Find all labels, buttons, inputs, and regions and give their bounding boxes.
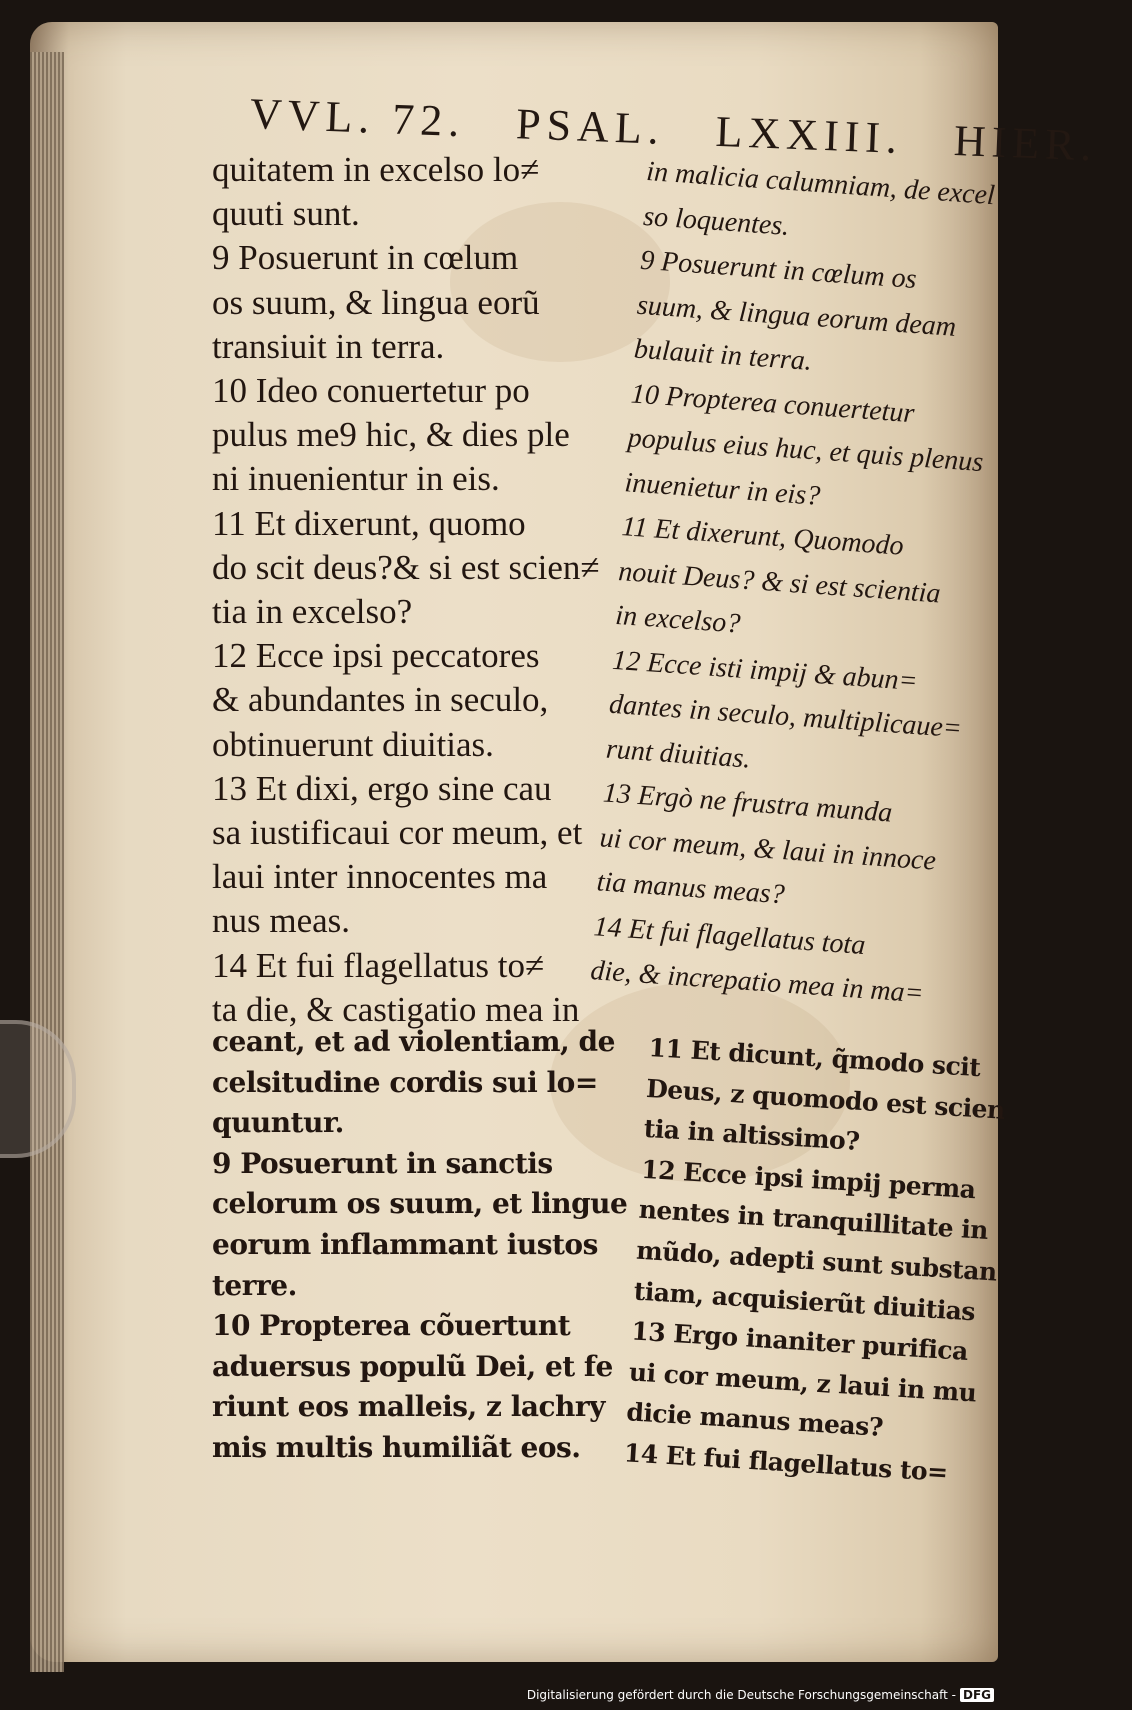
text-line: nouit Deus? & si est scientia — [617, 555, 942, 609]
text-line: 12 Ecce ipsi impij perma — [640, 1154, 977, 1204]
text-line: 12 Ecce isti impij & abun= — [611, 644, 919, 697]
text-line: 9 Posuerunt in cœlum — [212, 238, 519, 278]
text-line: runt diuitias. — [605, 733, 752, 775]
text-line: die, & increpatio mea in ma= — [589, 955, 925, 1010]
left-column-top-text — [212, 148, 600, 1032]
header-item: VVL. 72. — [249, 89, 467, 147]
text-line: aduersus populũ Dei, et fe — [212, 1349, 613, 1383]
text-line: in malicia calumniam, de excel — [645, 155, 996, 212]
text-line: celsitudine cordis sui lo= — [212, 1065, 598, 1099]
text-line: so loquentes. — [642, 200, 791, 242]
text-line: 11 Et dixerunt, Quomodo — [620, 511, 905, 562]
text-line: 14 Et fui flagellatus tota — [592, 910, 867, 961]
header-item: LXXIII. — [714, 106, 904, 164]
text-line: & abundantes in seculo, — [212, 680, 549, 720]
right-column-top-text — [589, 150, 1003, 1018]
text-line: nus meas. — [212, 901, 351, 941]
text-line: inuenietur in eis? — [623, 466, 822, 512]
text-line: mũdo, adepti sunt substan — [635, 1235, 998, 1287]
text-line: ui cor meum, z laui in mu — [628, 1357, 978, 1408]
text-line: nentes in tranquillitate in — [638, 1195, 989, 1246]
text-line: dantes in seculo, multiplicaue= — [608, 688, 963, 745]
text-line: mis multis humiliãt eos. — [212, 1430, 581, 1464]
text-line: ni inuenientur in eis. — [212, 459, 500, 499]
text-line: bulauit in terra. — [633, 333, 813, 377]
text-line: quitatem in excelso lo≠ — [212, 150, 540, 189]
text-line: sa iustificaui cor meum, et — [212, 813, 583, 853]
digitization-credit — [527, 1688, 994, 1702]
text-line: quuti sunt. — [212, 194, 360, 234]
text-line: tia manus meas? — [595, 866, 786, 911]
text-line: eorum inflammant iustos — [212, 1227, 598, 1261]
text-line: 10 Ideo conuertetur po — [212, 371, 530, 411]
text-line: do scit deus?& si est scien≠ — [212, 547, 600, 587]
text-line: 10 Propterea cõuertunt — [212, 1309, 571, 1343]
text-line: terre. — [212, 1268, 297, 1302]
header-item: PSAL. — [515, 99, 666, 154]
text-line: riunt eos malleis, z lachry — [212, 1390, 605, 1424]
text-line: tia in altissimo? — [642, 1114, 861, 1157]
text-line: tia in excelso? — [212, 592, 413, 632]
right-column-bottom-text — [623, 1028, 1011, 1496]
text-line: ui cor meum, & laui in innoce — [598, 821, 937, 877]
text-line: 10 Propterea conuertetur — [629, 377, 916, 429]
text-line: 13 Et dixi, ergo sine cau — [212, 768, 552, 808]
text-line: ta die, & castigatio mea in — [212, 989, 580, 1029]
text-line: celorum os suum, et lingue — [212, 1187, 628, 1221]
text-line: obtinuerunt diuitias. — [212, 724, 494, 764]
text-line: 14 Et fui flagellatus to≠ — [212, 945, 545, 985]
text-line: 11 Et dixerunt, quomo — [212, 503, 526, 543]
text-line: os suum, & lingua eorũ — [212, 282, 540, 322]
dfg-logo: DFG — [960, 1688, 994, 1702]
text-line: 13 Ergò ne frustra munda — [601, 777, 894, 829]
header-item: HIER. — [952, 116, 1099, 171]
text-line: Deus, z quomodo est scien — [645, 1073, 1006, 1125]
text-line: ceant, et ad violentiam, de — [212, 1025, 615, 1058]
text-line: 13 Ergo inaniter purifica — [630, 1316, 969, 1367]
text-line: dicie manus meas? — [625, 1397, 884, 1443]
text-line: pulus me9 hic, & dies ple — [212, 415, 570, 455]
text-line: suum, & lingua eorum deam — [636, 289, 958, 343]
text-line: 12 Ecce ipsi peccatores — [212, 636, 540, 676]
text-line: laui inter innocentes ma — [212, 857, 548, 897]
left-column-bottom-text — [212, 1022, 627, 1469]
text-line: 9 Posuerunt in sanctis — [212, 1146, 553, 1180]
text-line: in excelso? — [614, 599, 742, 640]
page-edge — [30, 52, 64, 1672]
text-line: 9 Posuerunt in cœlum os — [639, 244, 918, 296]
text-line: tiam, acquisierũt diuitias — [633, 1276, 976, 1326]
credit-text: Digitalisierung gefördert durch die Deutsche Forschungsgemeinschaft - — [526, 1688, 956, 1702]
text-line: 11 Et dicunt, q̃modo scit — [647, 1032, 982, 1083]
text-line: 14 Et fui flagellatus to= — [623, 1438, 949, 1487]
text-line: quuntur. — [212, 1106, 344, 1140]
text-line: populus eius huc, et quis plenus — [626, 422, 985, 479]
text-line: transiuit in terra. — [212, 326, 445, 366]
